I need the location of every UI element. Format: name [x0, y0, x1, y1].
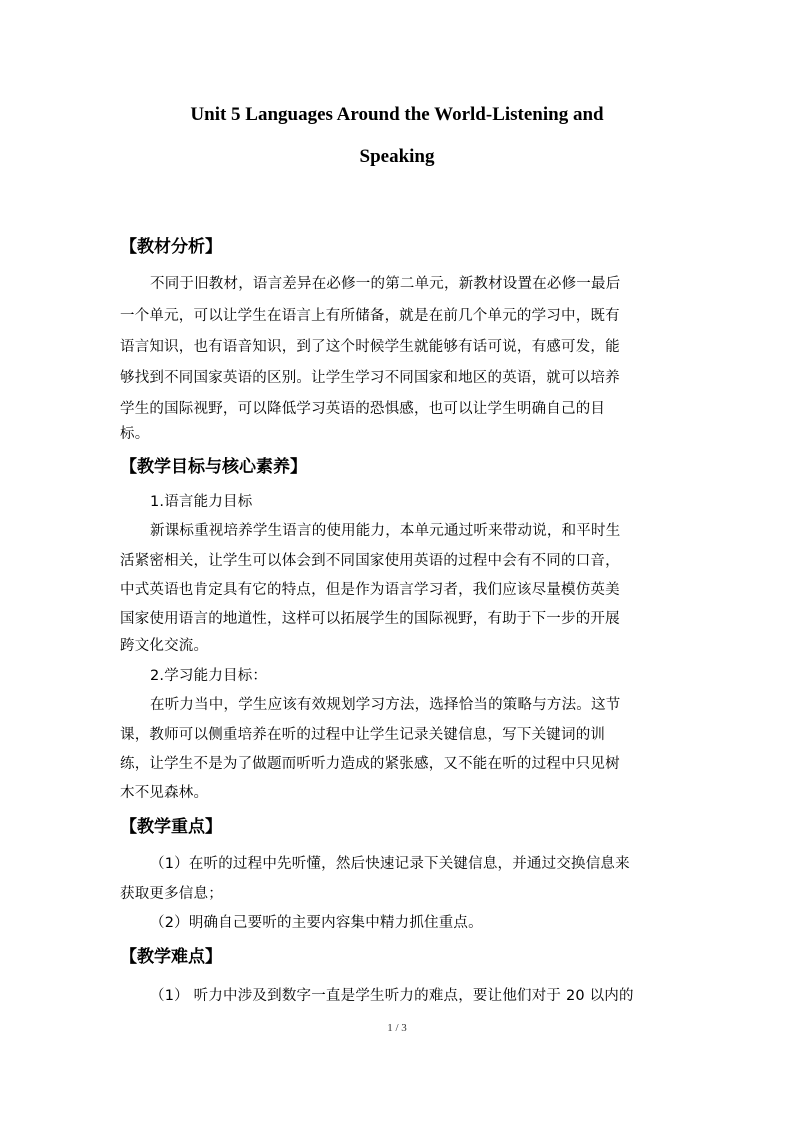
- page-number: 1 / 3: [387, 1022, 407, 1034]
- paragraph-line: 不同于旧教材，语言差异在必修一的第二单元，新教材设置在必修一最后: [150, 276, 621, 292]
- section-heading-key-points: 【教学重点】: [120, 817, 222, 837]
- document-title-line-2: Speaking: [359, 146, 435, 167]
- paragraph-line: 在听力当中，学生应该有效规划学习方法，选择恰当的策略与方法。这节: [150, 697, 621, 713]
- section-heading-goals: 【教学目标与核心素养】: [120, 457, 307, 477]
- paragraph-line: 一个单元，可以让学生在语言上有所储备，就是在前几个单元的学习中，既有: [120, 308, 620, 324]
- paragraph-line: 语言知识，也有语音知识，到了这个时候学生就能够有话可说，有感可发，能: [120, 339, 620, 355]
- paragraph-line: 够找到不同国家英语的区别。让学生学习不同国家和地区的英语，就可以培养: [120, 370, 620, 386]
- section-heading-difficulties: 【教学难点】: [120, 947, 222, 967]
- paragraph-line: 中式英语也肯定具有它的特点，但是作为语言学习者，我们应该尽量模仿英美: [120, 582, 620, 598]
- paragraph-line: （1）在听的过程中先听懂，然后快速记录下关键信息，并通过交换信息来: [150, 856, 630, 872]
- paragraph-line: （2）明确自己要听的主要内容集中精力抓住重点。: [150, 915, 483, 931]
- section-heading-analysis: 【教材分析】: [120, 237, 222, 257]
- subheading-learning-ability: 2.学习能力目标：: [150, 668, 268, 684]
- paragraph-line: 标。: [120, 426, 150, 442]
- paragraph-line: （1） 听力中涉及到数字一直是学生听力的难点，要让他们对于 20 以内的: [150, 988, 634, 1004]
- paragraph-line: 国家使用语言的地道性，这样可以拓展学生的国际视野，有助于下一步的开展: [120, 611, 620, 627]
- subheading-language-ability: 1.语言能力目标: [150, 494, 253, 510]
- paragraph-line: 新课标重视培养学生语言的使用能力，本单元通过听来带动说，和平时生: [150, 523, 621, 539]
- paragraph-line: 练，让学生不是为了做题而听听力造成的紧张感，又不能在听的过程中只见树: [120, 756, 620, 772]
- paragraph-line: 获取更多信息；: [120, 886, 223, 902]
- paragraph-line: 活紧密相关，让学生可以体会到不同国家使用英语的过程中会有不同的口音，: [120, 553, 620, 569]
- paragraph-line: 课，教师可以侧重培养在听的过程中让学生记录关键信息，写下关键词的训: [120, 727, 606, 743]
- paragraph-line: 木不见森林。: [120, 785, 209, 801]
- paragraph-line: 跨文化交流。: [120, 638, 209, 654]
- paragraph-line: 学生的国际视野，可以降低学习英语的恐惧感，也可以让学生明确自己的目: [120, 401, 606, 417]
- document-title-line-1: Unit 5 Languages Around the World-Listening and: [190, 104, 604, 125]
